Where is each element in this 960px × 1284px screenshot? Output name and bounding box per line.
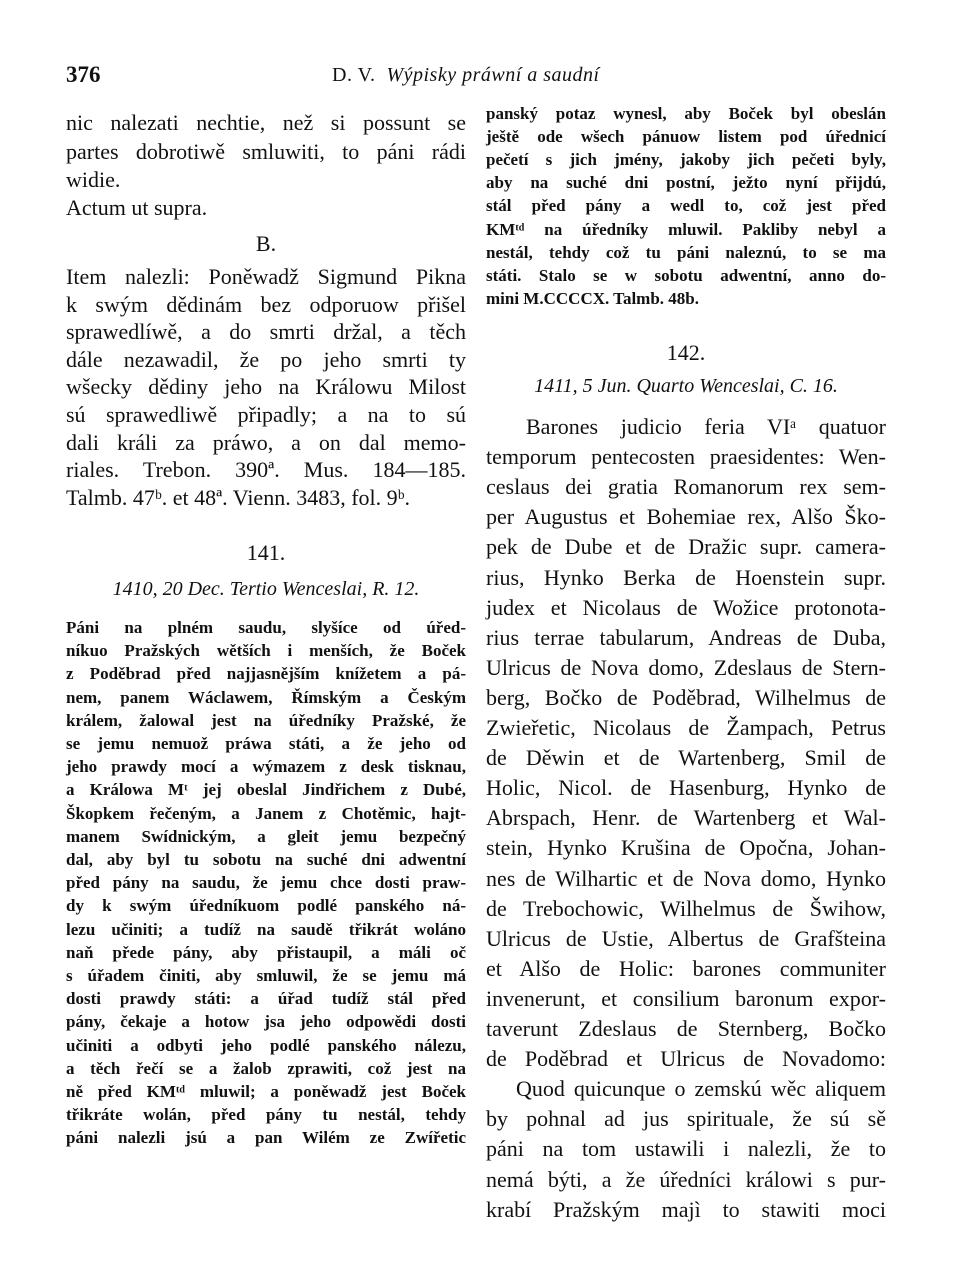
text-line: pány, čekaje a hotow jsa jeho odpowědi dosti bbox=[66, 1012, 466, 1031]
page-header bbox=[0, 62, 960, 92]
text-line: Barones judicio feria VIᵃ quatuor bbox=[526, 414, 886, 439]
text-line: Quod quicunque o zemskú wěc aliquem bbox=[516, 1076, 886, 1101]
text-line: stein, Hynko Krušina de Opočna, Johan- bbox=[486, 835, 886, 860]
text-line: Abrspach, Henr. de Wartenberg et Wal- bbox=[486, 805, 886, 830]
text-line: judex et Nicolaus de Wožice protonota- bbox=[486, 595, 886, 620]
text-line: aby na suché dni postní, ježto nyní přijdú, bbox=[486, 173, 886, 192]
text-line: by pohnal ad jus spirituale, že sú sě bbox=[486, 1106, 886, 1131]
running-head bbox=[332, 64, 600, 87]
text-line: Škopkem řečeným, a Janem z Chotěmic, hajt- bbox=[66, 804, 466, 823]
text-line: dali králi za práwo, a on dal memo- bbox=[66, 430, 466, 455]
text-line: nestál, tehdy což tu páni naleznú, to se ma bbox=[486, 243, 886, 262]
text-line: králem, žalowal jest na úředníky Pražské, že bbox=[66, 711, 466, 730]
text-line: naň přede pány, aby přistaupil, a máli oč bbox=[66, 943, 466, 962]
entry-date: 1410, 20 Dec. Tertio Wenceslai, R. 12. bbox=[112, 578, 420, 600]
text-line: nemá býti, a že úředníci králowi s pur- bbox=[486, 1167, 886, 1192]
text-line: Ulricus de Ustie, Albertus de Grafšteina bbox=[486, 926, 886, 951]
text-line: Ulricus de Nova domo, Zdeslaus de Stern- bbox=[486, 655, 886, 680]
text-line: před pány na saudu, že jemu chce dosti praw- bbox=[66, 873, 466, 892]
text-line: KMᵗᵈ na úředníky mluwil. Pakliby nebyl a bbox=[486, 220, 886, 239]
page-number: 376 bbox=[66, 62, 101, 87]
running-head-title: Wýpisky práwní a saudní bbox=[386, 64, 600, 86]
text-line: temporum pentecosten praesidentes: Wen- bbox=[486, 444, 886, 469]
text-line: dosti prawdy státi: a úřad tudíž stál před bbox=[66, 989, 466, 1008]
text-line: Holic, Nicol. de Hasenburg, Hynko de bbox=[486, 775, 886, 800]
text-line: pek de Dube et de Dražic supr. camera- bbox=[486, 534, 886, 559]
text-line: a těch řečí se a žalob zprawiti, což jest na bbox=[66, 1059, 466, 1078]
text-line: widie. bbox=[66, 167, 121, 192]
text-line: a Králowa Mᵗ jej obeslal Jindřichem z Dubé, bbox=[66, 780, 466, 799]
text-line: et Alšo de Holic: barones communiter bbox=[486, 956, 886, 981]
text-line: ně před KMᵗᵈ mluwil; a poněwadž jest Boček bbox=[66, 1082, 466, 1101]
entry-number: 142. bbox=[666, 340, 706, 365]
text-line: pečetí s jich jmény, jakoby jich pečeti byly, bbox=[486, 150, 886, 169]
text-line: dal, aby byl tu sobotu na suché dni adwentní bbox=[66, 850, 466, 869]
text-line: Talmb. 47ᵇ. et 48ª. Vienn. 3483, fol. 9ᵇ. bbox=[66, 485, 410, 510]
text-line: ceslaus dei gratia Romanorum rex sem- bbox=[486, 474, 886, 499]
text-line: manem Swídnickým, a gleit jemu bezpečný bbox=[66, 827, 466, 846]
text-line: dy k swým úředníkuom podlé panského ná- bbox=[66, 896, 466, 915]
text-line: de Děwin et de Wartenberg, Smil de bbox=[486, 745, 886, 770]
text-line: s úřadem činiti, aby smluwil, že se jemu má bbox=[66, 966, 466, 985]
text-line: se jemu nemuož práwa státi, a že jeho od bbox=[66, 734, 466, 753]
text-line: de Poděbrad et Ulricus de Novadomo: bbox=[486, 1046, 886, 1071]
text-line: jeho prawdy mocí a wýmazem z desk tisknau, bbox=[66, 757, 466, 776]
text-line: Zwieřetic, Nicolaus de Žampach, Petrus bbox=[486, 715, 886, 740]
text-line: nic nalezati nechtie, než si possunt se bbox=[66, 110, 466, 135]
text-line: učiniti a odbyti jeho podlé panského nálezu, bbox=[66, 1036, 466, 1055]
text-line: páni nalezli jsú a pan Wilém ze Zwířetic bbox=[66, 1128, 466, 1147]
text-line: páni na tom ustawili i nalezli, že to bbox=[486, 1136, 886, 1161]
text-line: nem, panem Wáclawem, Římským a Českým bbox=[66, 688, 466, 707]
text-line: z Poděbrad před najjasnějším knížetem a pá- bbox=[66, 664, 466, 683]
text-line: per Augustus et Bohemiae rex, Alšo Ško- bbox=[486, 504, 886, 529]
text-line: de Trebochowic, Wilhelmus de Šwihow, bbox=[486, 896, 886, 921]
entry-number: 141. bbox=[246, 540, 286, 565]
text-line: wšecky dědiny jeho na Králowu Milost bbox=[66, 374, 466, 399]
text-line: panský potaz wynesl, aby Boček byl obeslán bbox=[486, 104, 886, 123]
text-line: nes de Wilhartic et de Nova domo, Hynko bbox=[486, 866, 886, 891]
text-line: Páni na plném saudu, slyšíce od úřed- bbox=[66, 618, 466, 637]
text-line: sprawedlíwě, a do smrti držal, a těch bbox=[66, 319, 466, 344]
text-line: mini M.CCCCX. Talmb. 48b. bbox=[486, 289, 700, 308]
text-line: níkuo Pražských wětších i menších, že Boček bbox=[66, 641, 466, 660]
text-line: Item nalezli: Poněwadž Sigmund Pikna bbox=[66, 264, 466, 289]
text-line: krabí Pražským majì to stawiti moci bbox=[486, 1197, 886, 1222]
actum-line: Actum ut supra. bbox=[66, 195, 208, 220]
text-line: ještě ode wšech pánuow listem pod úřednicí bbox=[486, 127, 886, 146]
text-line: taverunt Zdeslaus de Sternberg, Bočko bbox=[486, 1016, 886, 1041]
text-line: invenerunt, et consilium baronum expor- bbox=[486, 986, 886, 1011]
text-line: třikráte wolán, před pány tu nestál, tehdy bbox=[66, 1105, 466, 1124]
text-line: riales. Trebon. 390ª. Mus. 184—185. bbox=[66, 457, 466, 482]
text-line: lezu učiniti; a tudíž na saudě třikrát woláno bbox=[66, 920, 466, 939]
text-line: rius terrae tabularum, Andreas de Duba, bbox=[486, 625, 886, 650]
text-line: sú sprawedliwě připadly; a na to sú bbox=[66, 402, 466, 427]
text-line: rius, Hynko Berka de Hoenstein supr. bbox=[486, 565, 886, 590]
text-line: dále nezawadil, že po jeho smrti ty bbox=[66, 347, 466, 372]
running-head-prefix: D. V. bbox=[332, 64, 376, 86]
text-line: státi. Stalo se w sobotu adwentní, anno do- bbox=[486, 266, 886, 285]
text-line: berg, Bočko de Poděbrad, Wilhelmus de bbox=[486, 685, 886, 710]
text-line: partes dobrotiwě smluwiti, to páni rádi bbox=[66, 139, 466, 164]
text-line: k swým dědinám bez odporuow přišel bbox=[66, 292, 466, 317]
text-line: stál před pány a wedl to, což jest před bbox=[486, 196, 886, 215]
section-heading: B. bbox=[255, 231, 277, 256]
entry-date: 1411, 5 Jun. Quarto Wenceslai, C. 16. bbox=[534, 375, 838, 397]
